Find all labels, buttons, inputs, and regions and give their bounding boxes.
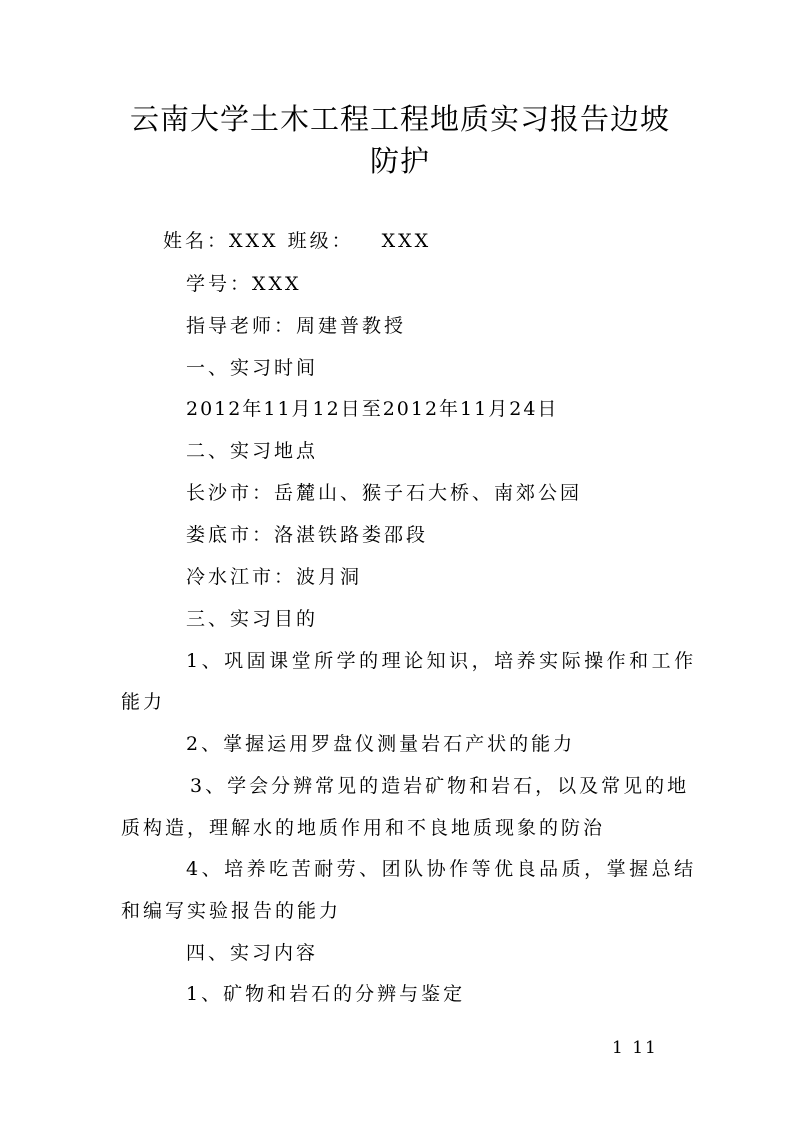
- name-class-line: [163, 229, 431, 253]
- section-1-heading: 一、实习时间: [186, 357, 319, 379]
- section-4-heading: 四、实习内容: [186, 942, 319, 964]
- section-3-item-3-line-2: 质构造，理解水的地质作用和不良地质现象的防治: [121, 817, 606, 839]
- section-2-heading: 二、实习地点: [186, 440, 319, 462]
- section-2-location-3: 冷水江市：波月洞: [186, 566, 363, 588]
- page-number: 1 11: [612, 1038, 658, 1058]
- section-3-item-1-line-1: 1、巩固课堂所学的理论知识，培养实际操作和工作: [186, 650, 697, 672]
- section-3-item-1-line-2: 能力: [121, 691, 166, 713]
- student-id-line: 学号：XXX: [186, 273, 302, 295]
- advisor-line: 指导老师：周建普教授: [186, 315, 407, 337]
- section-4-item-1: 1、矿物和岩石的分辨与鉴定: [186, 983, 466, 1005]
- section-3-heading: 三、实习目的: [186, 608, 319, 630]
- section-2-location-1: 长沙市：岳麓山、猴子石大桥、南郊公园: [186, 482, 583, 504]
- document-title-line-1: 云南大学土木工程工程地质实习报告边坡: [129, 102, 670, 136]
- section-3-item-4-line-2: 和编写实验报告的能力: [121, 900, 342, 922]
- section-3-item-4-line-1: 4、培养吃苦耐劳、团队协作等优良品质，掌握总结: [186, 858, 697, 880]
- class-value: XXX: [381, 230, 432, 252]
- section-2-location-2: 娄底市：洛湛铁路娄邵段: [186, 524, 429, 546]
- section-3-item-3-line-1: 3、学会分辨常见的造岩矿物和岩石，以及常见的地: [190, 775, 690, 797]
- document-title-line-2: 防护: [369, 144, 430, 178]
- name-class-label: 姓名：XXX 班级：: [163, 230, 354, 252]
- section-3-item-2: 2、掌握运用罗盘仪测量岩石产状的能力: [186, 733, 576, 755]
- section-1-text: 2012年11月12日至2012年11月24日: [186, 398, 559, 420]
